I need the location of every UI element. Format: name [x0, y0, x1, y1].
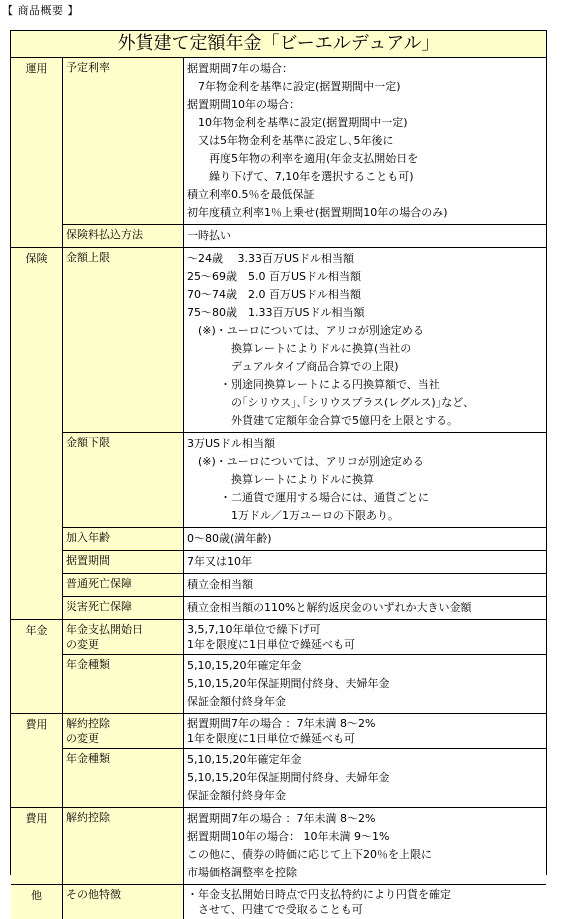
- item-label-line: 解約控除: [66, 717, 110, 730]
- item-label-line: 普通死亡保障: [66, 577, 132, 590]
- item-detail: [184, 225, 546, 247]
- item-label: [63, 749, 184, 807]
- item-detail: [184, 58, 546, 224]
- detail-line: 繰り下げて、7,10年を選択することも可): [187, 170, 414, 183]
- detail-line: 積立金相当額の110%と解約返戻金のいずれか大きい金額: [187, 601, 472, 614]
- table-row: [63, 58, 546, 225]
- item-detail: [184, 714, 546, 748]
- detail-line: 75～80歳 1.33百万USドル相当額: [187, 306, 365, 319]
- item-detail: [184, 808, 546, 884]
- item-label-line: 災害死亡保障: [66, 600, 132, 613]
- item-label: [63, 808, 184, 884]
- detail-line: させて、円建てで受取ることも可: [187, 903, 363, 916]
- item-label-line: 年金種類: [66, 658, 110, 671]
- section-rows: [63, 248, 546, 619]
- item-detail: [184, 655, 546, 713]
- item-label-line: 年金種類: [66, 752, 110, 765]
- item-label: [63, 597, 184, 619]
- section-5: [11, 885, 546, 919]
- item-label-line: 解約控除: [66, 811, 110, 824]
- item-label: [63, 551, 184, 573]
- item-label: [63, 574, 184, 596]
- detail-line: 7年物金利を基準に設定(据置期間中一定): [187, 80, 401, 93]
- section-category: 年金: [11, 620, 63, 713]
- section-rows: [63, 58, 546, 247]
- detail-line: 据置期間10年の場合：: [187, 98, 300, 111]
- item-detail: [184, 620, 546, 654]
- detail-line: 積立金相当額: [187, 578, 253, 591]
- item-label-line: 加入年齢: [66, 531, 110, 544]
- detail-line: 5,10,15,20年保証期間付終身、夫婦年金: [187, 677, 390, 690]
- item-detail: [184, 248, 546, 432]
- table-row: [63, 574, 546, 597]
- detail-line: (※)・ユーロについては、アリコが別途定める: [187, 455, 424, 468]
- detail-line: 1万ドル／1万ユーロの下限あり。: [187, 509, 399, 522]
- detail-line: 換算レートによりドルに換算(当社の: [187, 342, 412, 355]
- detail-line: 0～80歳(満年齢): [187, 532, 272, 545]
- detail-line: 換算レートによりドルに換算: [187, 473, 374, 486]
- section-4: [11, 808, 546, 885]
- item-label-line: 金額上限: [66, 251, 110, 264]
- detail-line: 積立利率0.5％を最低保証: [187, 188, 315, 201]
- item-detail: [184, 597, 546, 619]
- item-label: [63, 885, 184, 919]
- item-label-line: 据置期間: [66, 554, 110, 567]
- item-label-line: 保険料払込方法: [66, 228, 143, 241]
- product-title: 外貨建て定額年金「ビーエルデュアル」: [11, 31, 546, 58]
- table-row: [63, 551, 546, 574]
- table-row: [63, 433, 546, 528]
- detail-line: 25～69歳 5.0 百万USドル相当額: [187, 270, 362, 283]
- section-category: 保険: [11, 248, 63, 619]
- detail-line: 1年を限度に1日単位で繰延べも可: [187, 638, 355, 651]
- item-label: [63, 528, 184, 550]
- detail-line: 保証金額付終身年金: [187, 695, 286, 708]
- item-detail: [184, 551, 546, 573]
- detail-line: ・別途同換算レートによる円換算額で、当社: [187, 378, 440, 391]
- section-0: [11, 58, 546, 248]
- section-3: [11, 714, 546, 808]
- detail-line: ～24歳 3.33百万USドル相当額: [187, 252, 355, 265]
- detail-line: 7年又は10年: [187, 555, 252, 568]
- item-label-line: その他特徴: [66, 888, 121, 901]
- section-rows: [63, 808, 546, 884]
- item-detail: [184, 528, 546, 550]
- detail-line: デュアルタイプ商品合算での上限): [187, 360, 399, 373]
- table-body: [11, 58, 546, 919]
- table-row: [63, 597, 546, 619]
- item-label: [63, 620, 184, 654]
- detail-line: 据置期間7年の場合 ：7年未満 8～2%: [187, 717, 376, 730]
- table-row: [63, 225, 546, 247]
- item-detail: [184, 574, 546, 596]
- detail-line: 一時払い: [187, 229, 231, 242]
- table-row: [63, 528, 546, 551]
- item-label: [63, 248, 184, 432]
- table-row: [63, 655, 546, 713]
- detail-line: 3,5,7,10年単位で繰下げ可: [187, 623, 321, 636]
- item-detail: [184, 749, 546, 807]
- product-summary-table: [10, 30, 547, 916]
- page-header-label: 【 商品概要 】: [2, 4, 79, 17]
- detail-line: 外貨建て定額年金合算で5億円を上限とする。: [187, 414, 458, 427]
- section-category: 運用: [11, 58, 63, 247]
- detail-line: 又は5年物金利を基準に設定し､5年後に: [187, 134, 394, 147]
- item-label: [63, 433, 184, 527]
- item-label: [63, 58, 184, 224]
- item-label-line: の変更: [66, 638, 99, 651]
- detail-line: 3万USドル相当額: [187, 437, 276, 450]
- detail-line: 5,10,15,20年確定年金: [187, 659, 302, 672]
- detail-line: 5,10,15,20年確定年金: [187, 753, 302, 766]
- item-label-line: の変更: [66, 732, 99, 745]
- detail-line: 再度5年物の利率を適用(年金支払開始日を: [187, 152, 419, 165]
- table-row: [63, 749, 546, 807]
- detail-line: 初年度積立利率1％上乗せ(据置期間10年の場合のみ): [187, 206, 448, 219]
- item-label-line: 予定利率: [66, 61, 110, 74]
- item-label: [63, 655, 184, 713]
- detail-line: 70～74歳 2.0 百万USドル相当額: [187, 288, 362, 301]
- table-row: [63, 620, 546, 655]
- item-label: [63, 225, 184, 247]
- detail-line: ・年金支払開始日時点で円支払特約により円貨を確定: [187, 888, 451, 901]
- table-row: [63, 248, 546, 433]
- item-label-line: 年金支払開始日: [66, 623, 143, 636]
- detail-line: 市場価格調整率を控除: [187, 866, 297, 879]
- detail-line: 据置期間10年の場合： 10年未満 9～1%: [187, 830, 390, 843]
- detail-line: 10年物金利を基準に設定(据置期間中一定): [187, 116, 408, 129]
- detail-line: 1年を限度に1日単位で繰延べも可: [187, 732, 355, 745]
- detail-line: 5,10,15,20年保証期間付終身、夫婦年金: [187, 771, 390, 784]
- section-rows: [63, 620, 546, 713]
- section-category: 費用: [11, 714, 63, 807]
- section-rows: [63, 885, 546, 919]
- detail-line: (※)・ユーロについては、アリコが別途定める: [187, 324, 424, 337]
- detail-line: 据置期間7年の場合 ：7年未満 8～2%: [187, 812, 376, 825]
- detail-line: 据置期間7年の場合：: [187, 62, 293, 75]
- item-detail: [184, 885, 546, 919]
- section-category: 他: [11, 885, 63, 919]
- detail-line: この他に、債券の時価に応じて上下20％を上限に: [187, 848, 432, 861]
- table-row: [63, 714, 546, 749]
- table-row: [63, 885, 546, 919]
- item-label-line: 金額下限: [66, 436, 110, 449]
- section-2: [11, 620, 546, 714]
- detail-line: ・二通貨で運用する場合には、通貨ごとに: [187, 491, 429, 504]
- item-detail: [184, 433, 546, 527]
- detail-line: 保証金額付終身年金: [187, 789, 286, 802]
- section-category: 費用: [11, 808, 63, 884]
- detail-line: の｢シリウス｣､｢シリウスプラス(レグルス)｣など、: [187, 396, 475, 409]
- item-label: [63, 714, 184, 748]
- section-rows: [63, 714, 546, 807]
- table-row: [63, 808, 546, 884]
- section-1: [11, 248, 546, 620]
